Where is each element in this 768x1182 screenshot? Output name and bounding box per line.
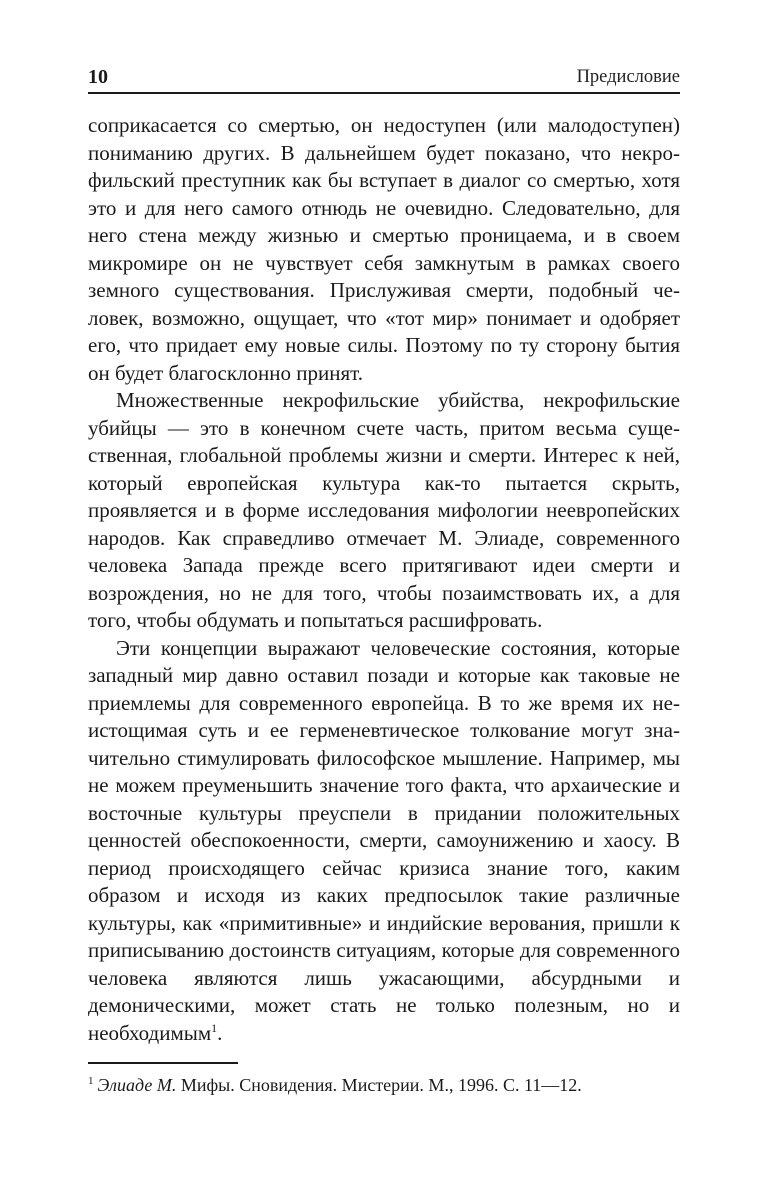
paragraph-with-footnote — [88, 635, 680, 1048]
header-divider — [88, 92, 680, 94]
paragraph-continued: соприкасается со смертью, он недоступен (или малодоступен) пониманию других. В дальнейшем будет показано, что некрофильский преступник как бы вступает в диалог со смертью, хотя это и для него самого отнюдь не очевидно. Следовательно, для него стена между жизнью и смертью проницаема, и в своем микромире он не чувствует себя замкнутым в рамках своего земного существования. Прислуживая смерти, подобный человек, возможно, ощущает, что «тот мир» понимает и одобряет его, что придает ему новые силы. Поэтому по ту сторону бытия он будет благосклонно принят. — [88, 113, 680, 385]
footnote-mark: 1 — [88, 1075, 94, 1087]
footnote-text: Мифы. Сновидения. Мистерии. М., 1996. С. 11—12. — [176, 1075, 582, 1095]
page-number: 10 — [88, 66, 108, 88]
footnote-divider — [88, 1062, 238, 1064]
running-title: Предисловие — [576, 67, 680, 87]
running-header — [88, 64, 680, 90]
footnote-reference[interactable]: 1 — [211, 1020, 218, 1035]
paragraph: Множественные некрофильские убийства, некрофильские убийцы — это в конечном счете часть, притом весьма существенная, глобальной проблемы жизни и смерти. Интерес к ней, который европейская культура как-то пытается скрыть, проявляется и в форме исследования мифологии неевропейских народов. Как справедливо отмечает М. Элиаде, современного человека Запада прежде всего притягивают идеи смерти и возрождения, но не для того, чтобы позаимствовать их, а для того, чтобы обдумать и попытаться расшифровать. — [88, 388, 680, 632]
paragraph-text: Эти концепции выражают человеческие состояния, которые западный мир давно оставил позади и которые как таковые не приемлемы для современного европейца. В то же время их неистощимая суть и ее герменевтическое толкование могут значительно стимулировать философское мышление. Например, мы не можем преуменьшить значение того факта, что архаические и восточные культуры преуспели в придании положительных ценностей обеспокоенности, смерти, самоунижению и хаосу. В период происходящего сейчас кризиса знание того, каким образом и исходя из каких предпосылок такие различные культуры, как «примитивные» и индийские верования, пришли к приписыванию достоинств ситуациям, которые для современного человека являются лишь ужасающими, абсурдными и демоническими, может стать не только полезным, но и необходимым — [88, 635, 680, 1045]
footnote-author: Элиаде М. — [97, 1075, 177, 1095]
footnote — [88, 1073, 680, 1097]
paragraph-trailing-punctuation: . — [217, 1020, 223, 1045]
main-text — [88, 112, 680, 1047]
